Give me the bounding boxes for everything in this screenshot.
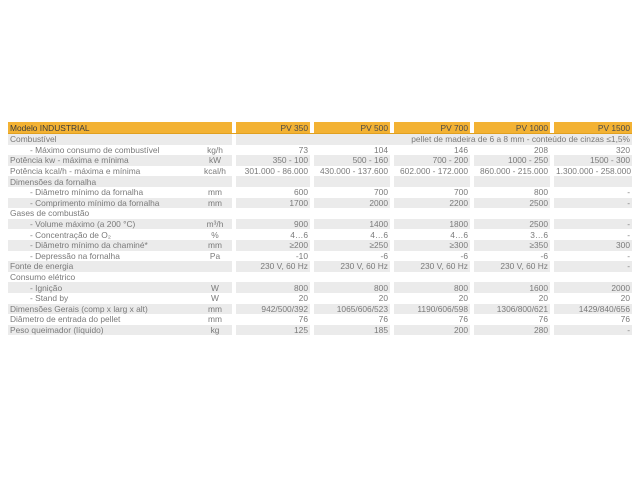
- value-cell: 208: [474, 145, 550, 156]
- value-cell: -6: [474, 251, 550, 262]
- value-cell: 600: [236, 187, 310, 198]
- value-cell: 800: [474, 187, 550, 198]
- value-cell: 700: [314, 187, 390, 198]
- value-cell: [474, 208, 550, 219]
- value-cell: 500 - 160: [314, 155, 390, 166]
- value-cell: 2000: [554, 282, 632, 293]
- table-row: [8, 229, 632, 240]
- value-cell: ≥250: [314, 240, 390, 251]
- row-unit: kg/h: [198, 145, 232, 156]
- value-cell: 1190/606/598: [394, 304, 470, 315]
- value-cell: 1500 - 300: [554, 155, 632, 166]
- row-label: Combustível: [8, 134, 198, 145]
- value-cell: 4…6: [236, 229, 310, 240]
- value-cell: 700 - 200: [394, 155, 470, 166]
- model-header: PV 500: [314, 122, 390, 134]
- value-cell: -: [554, 229, 632, 240]
- value-cell: 1800: [394, 219, 470, 230]
- value-cell: [474, 272, 550, 283]
- value-cell: 20: [236, 293, 310, 304]
- value-cell: 230 V, 60 Hz: [314, 261, 390, 272]
- row-note: pellet de madeira de 6 a 8 mm - conteúdo de cinzas ≤1,5%: [236, 134, 632, 145]
- row-label: - Máximo consumo de combustível: [8, 145, 198, 156]
- value-cell: 280: [474, 325, 550, 336]
- value-cell: 20: [474, 293, 550, 304]
- value-cell: [554, 176, 632, 187]
- row-unit: Pa: [198, 251, 232, 262]
- value-cell: [554, 272, 632, 283]
- value-cell: 185: [314, 325, 390, 336]
- unit-header: [198, 122, 232, 134]
- model-header: PV 700: [394, 122, 470, 134]
- value-cell: 230 V, 60 Hz: [474, 261, 550, 272]
- value-cell: 2000: [314, 198, 390, 209]
- row-unit: [198, 208, 232, 219]
- value-cell: 602.000 - 172.000: [394, 166, 470, 177]
- row-unit: [198, 261, 232, 272]
- row-label: Consumo elétrico: [8, 272, 198, 283]
- value-cell: 1600: [474, 282, 550, 293]
- row-unit: mm: [198, 240, 232, 251]
- row-label: - Ignição: [8, 282, 198, 293]
- value-cell: [394, 208, 470, 219]
- row-unit: mm: [198, 314, 232, 325]
- value-cell: 20: [554, 293, 632, 304]
- value-cell: ≥300: [394, 240, 470, 251]
- table-title: Modelo INDUSTRIAL: [8, 122, 198, 134]
- value-cell: 700: [394, 187, 470, 198]
- value-cell: 800: [394, 282, 470, 293]
- row-unit: mm: [198, 304, 232, 315]
- value-cell: 860.000 - 215.000: [474, 166, 550, 177]
- row-label: - Diâmetro mínimo da chaminé*: [8, 240, 198, 251]
- value-cell: -: [554, 187, 632, 198]
- row-label: - Stand by: [8, 293, 198, 304]
- row-unit: mm: [198, 198, 232, 209]
- row-label: Fonte de energia: [8, 261, 198, 272]
- table-row: [8, 166, 632, 177]
- table-row: [8, 304, 632, 315]
- row-label: Peso queimador (líquido): [8, 325, 198, 336]
- value-cell: [314, 176, 390, 187]
- table-row: [8, 219, 632, 230]
- value-cell: [236, 272, 310, 283]
- row-label: - Diâmetro mínimo da fornalha: [8, 187, 198, 198]
- value-cell: 430.000 - 137.600: [314, 166, 390, 177]
- row-label: - Concentração de O₂: [8, 229, 198, 240]
- row-unit: %: [198, 229, 232, 240]
- table-row: [8, 176, 632, 187]
- value-cell: [236, 208, 310, 219]
- value-cell: 1429/840/656: [554, 304, 632, 315]
- value-cell: ≥350: [474, 240, 550, 251]
- row-label: Dimensões Gerais (comp x larg x alt): [8, 304, 198, 315]
- value-cell: 230 V, 60 Hz: [394, 261, 470, 272]
- value-cell: [394, 176, 470, 187]
- table-row: [8, 314, 632, 325]
- table-row: [8, 134, 632, 145]
- value-cell: 20: [314, 293, 390, 304]
- model-header: PV 1500: [554, 122, 632, 134]
- value-cell: ≥200: [236, 240, 310, 251]
- value-cell: 1.300.000 - 258.000: [556, 166, 631, 177]
- value-cell: [236, 176, 310, 187]
- value-cell: 2200: [394, 198, 470, 209]
- row-unit: W: [198, 282, 232, 293]
- value-cell: 1065/606/523: [314, 304, 390, 315]
- value-cell: [314, 272, 390, 283]
- value-cell: 900: [236, 219, 310, 230]
- value-cell: 76: [474, 314, 550, 325]
- value-cell: 800: [236, 282, 310, 293]
- table-row: [8, 325, 632, 336]
- value-cell: 76: [554, 314, 632, 325]
- row-unit: W: [198, 293, 232, 304]
- value-cell: 350 - 100: [236, 155, 310, 166]
- table-row: [8, 240, 632, 251]
- value-cell: -: [554, 325, 632, 336]
- value-cell: 2500: [474, 198, 550, 209]
- value-cell: 230 V, 60 Hz: [236, 261, 310, 272]
- value-cell: 4…6: [314, 229, 390, 240]
- value-cell: 76: [236, 314, 310, 325]
- value-cell: -: [554, 198, 632, 209]
- value-cell: 20: [394, 293, 470, 304]
- value-cell: -: [554, 251, 632, 262]
- value-cell: 1000 - 250: [474, 155, 550, 166]
- value-cell: 146: [394, 145, 470, 156]
- value-cell: 76: [314, 314, 390, 325]
- spec-table: [8, 122, 632, 335]
- value-cell: 4…6: [394, 229, 470, 240]
- row-label: Potência kw - máxima e mínima: [8, 155, 198, 166]
- value-cell: 1400: [314, 219, 390, 230]
- row-label: - Comprimento mínimo da fornalha: [8, 198, 198, 209]
- header-row: [8, 122, 632, 134]
- value-cell: [474, 176, 550, 187]
- row-unit: [198, 176, 232, 187]
- value-cell: 1700: [236, 198, 310, 209]
- row-unit: kW: [198, 155, 232, 166]
- value-cell: -: [554, 219, 632, 230]
- value-cell: 2500: [474, 219, 550, 230]
- row-unit: kg: [198, 325, 232, 336]
- value-cell: -: [554, 261, 632, 272]
- value-cell: -10: [236, 251, 310, 262]
- value-cell: -6: [314, 251, 390, 262]
- row-label: Diâmetro de entrada do pellet: [8, 314, 198, 325]
- row-label: - Volume máximo (a 200 °C): [8, 219, 198, 230]
- row-label: Potência kcal/h - máxima e mínima: [8, 166, 198, 177]
- table-row: [8, 272, 632, 283]
- table-row: [8, 251, 632, 262]
- row-unit: mm: [198, 187, 232, 198]
- row-unit: [198, 272, 232, 283]
- row-label: Gases de combustão: [8, 208, 198, 219]
- value-cell: [314, 208, 390, 219]
- value-cell: [394, 272, 470, 283]
- value-cell: 800: [314, 282, 390, 293]
- row-label: - Depressão na fornalha: [8, 251, 198, 262]
- table-row: [8, 187, 632, 198]
- value-cell: 73: [236, 145, 310, 156]
- row-label: Dimensões da fornalha: [8, 176, 198, 187]
- value-cell: 320: [554, 145, 632, 156]
- value-cell: 104: [314, 145, 390, 156]
- value-cell: 1306/800/621: [474, 304, 550, 315]
- model-header: PV 350: [236, 122, 310, 134]
- value-cell: 300: [554, 240, 632, 251]
- value-cell: 942/500/392: [236, 304, 310, 315]
- value-cell: [554, 208, 632, 219]
- row-unit: kcal/h: [198, 166, 232, 177]
- model-header: PV 1000: [474, 122, 550, 134]
- table-row: [8, 145, 632, 156]
- table-row: [8, 208, 632, 219]
- value-cell: 301.000 - 86.000: [236, 166, 310, 177]
- value-cell: 125: [236, 325, 310, 336]
- table-row: [8, 155, 632, 166]
- table-row: [8, 261, 632, 272]
- value-cell: 76: [394, 314, 470, 325]
- table-body: [8, 134, 632, 336]
- row-unit: m³/h: [198, 219, 232, 230]
- table-row: [8, 282, 632, 293]
- value-cell: -6: [394, 251, 470, 262]
- value-cell: 200: [394, 325, 470, 336]
- table-row: [8, 198, 632, 209]
- value-cell: 3…6: [474, 229, 550, 240]
- row-unit: [198, 134, 232, 145]
- table-row: [8, 293, 632, 304]
